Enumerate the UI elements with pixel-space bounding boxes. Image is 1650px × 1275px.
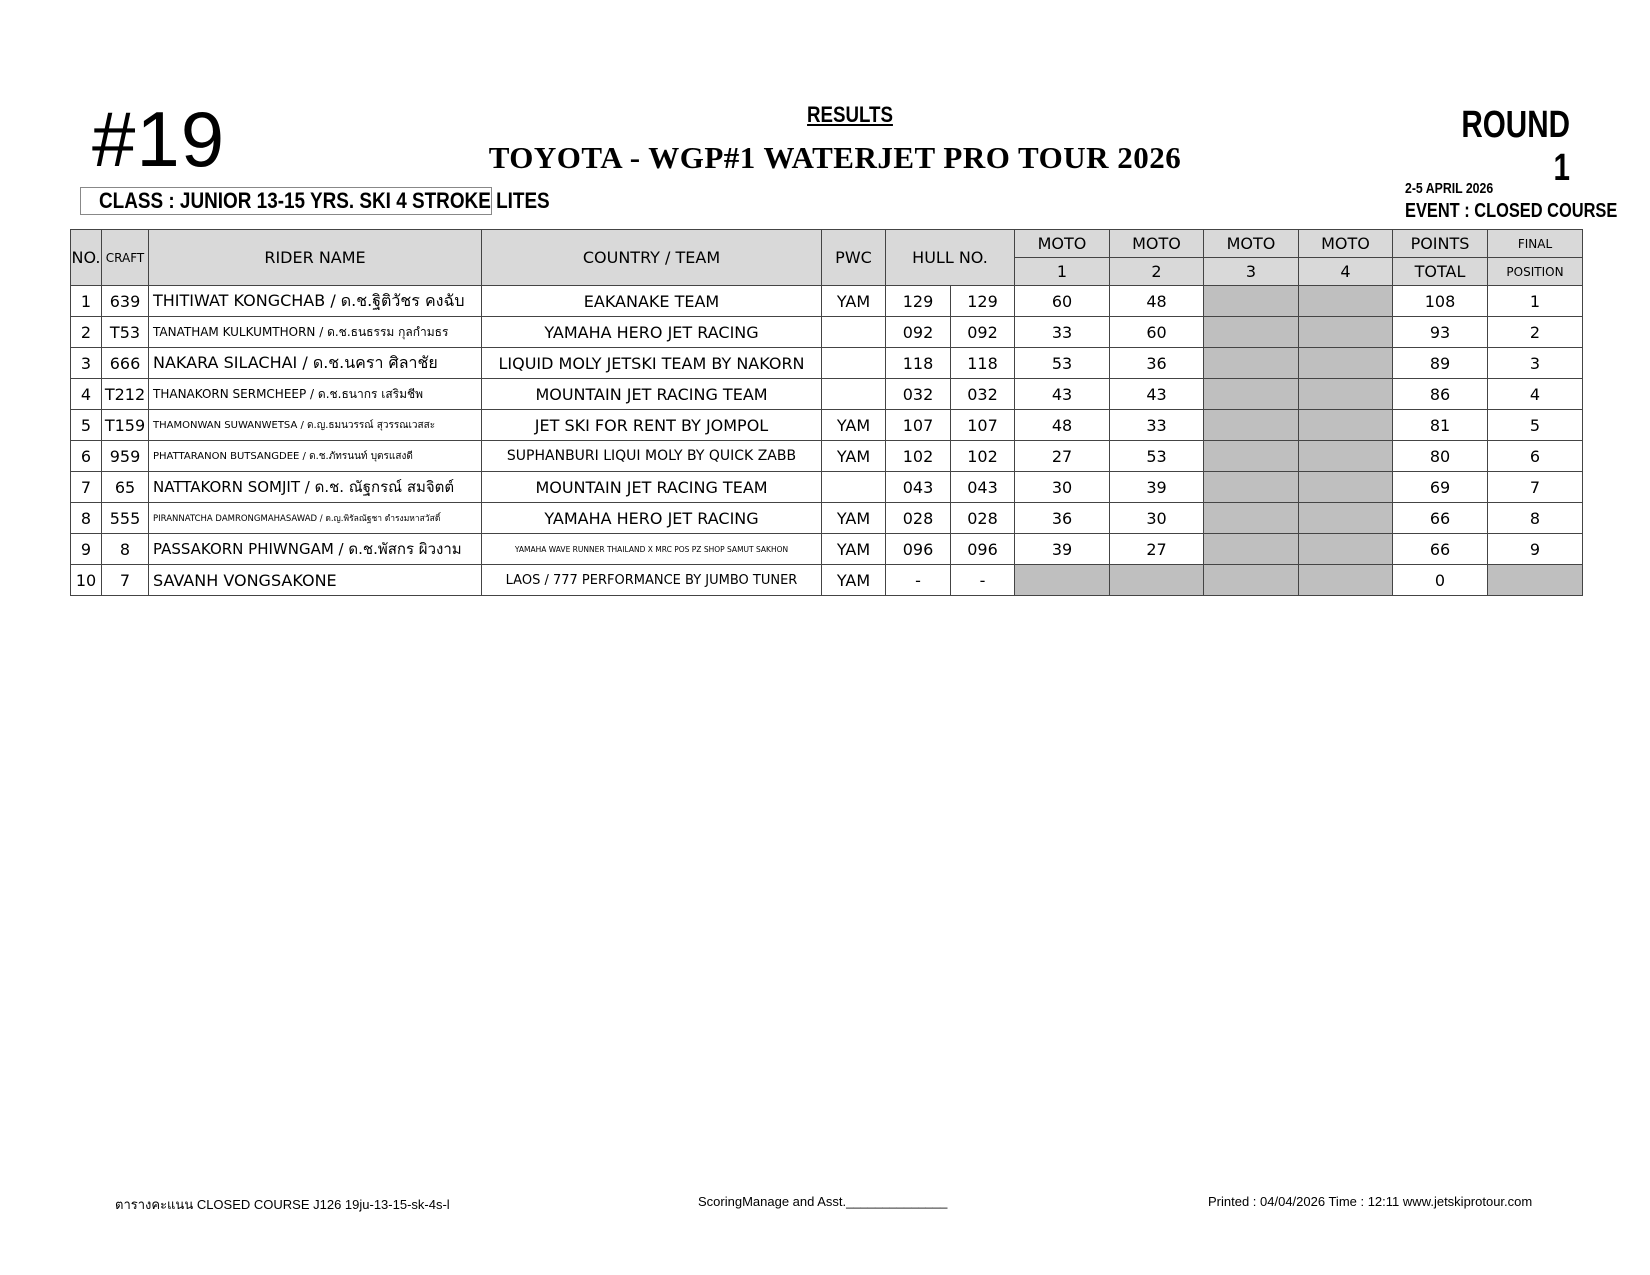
cell-pwc: YAM: [822, 534, 886, 565]
cell-moto3: [1204, 534, 1299, 565]
cell-craft: T159: [102, 410, 149, 441]
cell-total: 0: [1393, 565, 1488, 596]
cell-no: 10: [71, 565, 102, 596]
cell-moto3: [1204, 317, 1299, 348]
col-header-pwc: PWC: [822, 230, 886, 286]
cell-no: 7: [71, 472, 102, 503]
table-row: [71, 410, 1583, 441]
cell-hull-2: 129: [951, 286, 1015, 317]
col-header-moto3: MOTO: [1204, 230, 1299, 258]
event-number: #19: [92, 95, 226, 183]
cell-position: 8: [1488, 503, 1583, 534]
table-row: [71, 503, 1583, 534]
cell-moto1: [1015, 565, 1110, 596]
col-header-moto2: MOTO: [1110, 230, 1204, 258]
event-type: EVENT : CLOSED COURSE: [1405, 200, 1618, 222]
event-dates: 2-5 APRIL 2026: [1405, 180, 1494, 197]
header-row-1: [71, 230, 1583, 258]
col-header-moto1-num: 1: [1015, 258, 1110, 286]
cell-rider: PHATTARANON BUTSANGDEE / ด.ช.ภัทรนนท์ บุตรแสงดี: [149, 441, 482, 472]
cell-total: 93: [1393, 317, 1488, 348]
cell-total: 81: [1393, 410, 1488, 441]
cell-rider: PASSAKORN PHIWNGAM / ด.ช.พัสกร ผิวงาม: [149, 534, 482, 565]
cell-total: 66: [1393, 534, 1488, 565]
cell-hull-2: 096: [951, 534, 1015, 565]
cell-moto3: [1204, 441, 1299, 472]
cell-team: EAKANAKE TEAM: [482, 286, 822, 317]
cell-team: SUPHANBURI LIQUI MOLY BY QUICK ZABB: [482, 441, 822, 472]
cell-moto1: 43: [1015, 379, 1110, 410]
col-header-rider: RIDER NAME: [149, 230, 482, 286]
cell-craft: 555: [102, 503, 149, 534]
cell-pwc: [822, 379, 886, 410]
cell-hull-2: 032: [951, 379, 1015, 410]
cell-pwc: [822, 348, 886, 379]
cell-team: MOUNTAIN JET RACING TEAM: [482, 379, 822, 410]
cell-rider: PIRANNATCHA DAMRONGMAHASAWAD / ด.ญ.พิรัลณัฐชา ดำรงมหาสวัสดิ์: [149, 503, 482, 534]
cell-craft: T212: [102, 379, 149, 410]
table-row: [71, 317, 1583, 348]
cell-moto2: 43: [1110, 379, 1204, 410]
cell-hull-1: 107: [886, 410, 951, 441]
cell-moto2: 27: [1110, 534, 1204, 565]
cell-no: 8: [71, 503, 102, 534]
cell-rider: NAKARA SILACHAI / ด.ช.นครา ศิลาชัย: [149, 348, 482, 379]
cell-hull-1: 032: [886, 379, 951, 410]
cell-hull-1: 129: [886, 286, 951, 317]
table-row: [71, 379, 1583, 410]
cell-craft: 666: [102, 348, 149, 379]
event-title: TOYOTA - WGP#1 WATERJET PRO TOUR 2026: [488, 140, 1182, 175]
round-label: ROUND 1: [1461, 104, 1570, 189]
cell-no: 6: [71, 441, 102, 472]
cell-hull-2: 107: [951, 410, 1015, 441]
col-header-moto2-num: 2: [1110, 258, 1204, 286]
footer-document-id: ตารางคะแนน CLOSED COURSE J126 19ju-13-15-sk-4s-l: [115, 1197, 450, 1212]
cell-moto1: 36: [1015, 503, 1110, 534]
cell-position: 9: [1488, 534, 1583, 565]
col-header-final-position: POSITION: [1488, 258, 1583, 286]
table-row: [71, 565, 1583, 596]
cell-craft: 8: [102, 534, 149, 565]
cell-moto2: 53: [1110, 441, 1204, 472]
cell-rider: THANAKORN SERMCHEEP / ด.ช.ธนากร เสริมชีพ: [149, 379, 482, 410]
cell-hull-2: 092: [951, 317, 1015, 348]
table-row: [71, 286, 1583, 317]
cell-pwc: YAM: [822, 410, 886, 441]
cell-team: YAMAHA HERO JET RACING: [482, 317, 822, 348]
cell-moto3: [1204, 565, 1299, 596]
table-row: [71, 348, 1583, 379]
cell-hull-2: 043: [951, 472, 1015, 503]
table-row: [71, 441, 1583, 472]
footer-printed-info: Printed : 04/04/2026 Time : 12:11 www.jetskiprotour.com: [1208, 1194, 1533, 1209]
cell-moto4: [1299, 410, 1393, 441]
cell-moto4: [1299, 348, 1393, 379]
cell-hull-1: 096: [886, 534, 951, 565]
cell-team: LIQUID MOLY JETSKI TEAM BY NAKORN: [482, 348, 822, 379]
cell-moto2: 48: [1110, 286, 1204, 317]
col-header-team: COUNTRY / TEAM: [482, 230, 822, 286]
cell-no: 5: [71, 410, 102, 441]
cell-total: 89: [1393, 348, 1488, 379]
cell-position: 5: [1488, 410, 1583, 441]
cell-moto4: [1299, 379, 1393, 410]
cell-moto2: 60: [1110, 317, 1204, 348]
cell-team: LAOS / 777 PERFORMANCE BY JUMBO TUNER: [482, 565, 822, 596]
table-row: [71, 472, 1583, 503]
cell-hull-2: 118: [951, 348, 1015, 379]
cell-no: 1: [71, 286, 102, 317]
results-table: [70, 229, 1583, 596]
cell-pwc: YAM: [822, 286, 886, 317]
cell-position: 6: [1488, 441, 1583, 472]
cell-moto3: [1204, 379, 1299, 410]
cell-moto2: 30: [1110, 503, 1204, 534]
col-header-hull: HULL NO.: [886, 230, 1015, 286]
cell-moto4: [1299, 286, 1393, 317]
cell-total: 108: [1393, 286, 1488, 317]
cell-hull-1: 028: [886, 503, 951, 534]
cell-position: 3: [1488, 348, 1583, 379]
cell-hull-1: 102: [886, 441, 951, 472]
cell-total: 86: [1393, 379, 1488, 410]
col-header-no: NO.: [71, 230, 102, 286]
cell-pwc: YAM: [822, 565, 886, 596]
cell-position: 2: [1488, 317, 1583, 348]
col-header-moto4-num: 4: [1299, 258, 1393, 286]
cell-team: YAMAHA HERO JET RACING: [482, 503, 822, 534]
cell-rider: THAMONWAN SUWANWETSA / ด.ญ.ธมนวรรณ์ สุวรรณเวสสะ: [149, 410, 482, 441]
class-label: [80, 187, 550, 215]
cell-rider: SAVANH VONGSAKONE: [149, 565, 482, 596]
cell-moto4: [1299, 503, 1393, 534]
cell-pwc: YAM: [822, 503, 886, 534]
cell-total: 80: [1393, 441, 1488, 472]
cell-moto3: [1204, 286, 1299, 317]
cell-team: MOUNTAIN JET RACING TEAM: [482, 472, 822, 503]
cell-position: 4: [1488, 379, 1583, 410]
col-header-points: POINTS: [1393, 230, 1488, 258]
cell-no: 9: [71, 534, 102, 565]
cell-moto1: 48: [1015, 410, 1110, 441]
cell-moto3: [1204, 503, 1299, 534]
cell-moto3: [1204, 348, 1299, 379]
cell-hull-2: 102: [951, 441, 1015, 472]
cell-moto2: 36: [1110, 348, 1204, 379]
cell-no: 2: [71, 317, 102, 348]
cell-no: 3: [71, 348, 102, 379]
cell-position: 1: [1488, 286, 1583, 317]
cell-moto1: 27: [1015, 441, 1110, 472]
cell-moto2: [1110, 565, 1204, 596]
cell-hull-1: -: [886, 565, 951, 596]
results-label: RESULTS: [807, 102, 893, 127]
footer-signature-line: ScoringManage and Asst.______________: [698, 1194, 948, 1209]
cell-team: YAMAHA WAVE RUNNER THAILAND X MRC POS PZ SHOP SAMUT SAKHON: [482, 534, 822, 565]
cell-moto1: 60: [1015, 286, 1110, 317]
cell-moto4: [1299, 472, 1393, 503]
cell-moto2: 39: [1110, 472, 1204, 503]
cell-team: JET SKI FOR RENT BY JOMPOL: [482, 410, 822, 441]
table-row: [71, 534, 1583, 565]
cell-moto4: [1299, 534, 1393, 565]
col-header-moto3-num: 3: [1204, 258, 1299, 286]
cell-pwc: [822, 472, 886, 503]
col-header-final: FINAL: [1488, 230, 1583, 258]
cell-craft: 639: [102, 286, 149, 317]
cell-moto4: [1299, 565, 1393, 596]
cell-moto1: 30: [1015, 472, 1110, 503]
cell-pwc: YAM: [822, 441, 886, 472]
cell-moto4: [1299, 441, 1393, 472]
cell-moto3: [1204, 472, 1299, 503]
cell-craft: 7: [102, 565, 149, 596]
col-header-moto1: MOTO: [1015, 230, 1110, 258]
cell-craft: T53: [102, 317, 149, 348]
cell-craft: 959: [102, 441, 149, 472]
cell-total: 69: [1393, 472, 1488, 503]
cell-hull-2: 028: [951, 503, 1015, 534]
cell-craft: 65: [102, 472, 149, 503]
cell-total: 66: [1393, 503, 1488, 534]
cell-moto3: [1204, 410, 1299, 441]
cell-rider: THITIWAT KONGCHAB / ด.ช.ฐิติวัชร คงฉับ: [149, 286, 482, 317]
cell-no: 4: [71, 379, 102, 410]
class-label-text: CLASS : JUNIOR 13-15 YRS. SKI 4 STROKE LITES: [99, 188, 550, 213]
cell-pwc: [822, 317, 886, 348]
cell-hull-2: -: [951, 565, 1015, 596]
cell-moto1: 33: [1015, 317, 1110, 348]
cell-moto1: 53: [1015, 348, 1110, 379]
cell-rider: TANATHAM KULKUMTHORN / ด.ช.ธนธรรม กุลกำมธร: [149, 317, 482, 348]
cell-moto4: [1299, 317, 1393, 348]
col-header-craft: CRAFT: [102, 230, 149, 286]
cell-position: 7: [1488, 472, 1583, 503]
col-header-points-total: TOTAL: [1393, 258, 1488, 286]
cell-position: [1488, 565, 1583, 596]
cell-hull-1: 092: [886, 317, 951, 348]
cell-moto1: 39: [1015, 534, 1110, 565]
cell-moto2: 33: [1110, 410, 1204, 441]
col-header-moto4: MOTO: [1299, 230, 1393, 258]
cell-rider: NATTAKORN SOMJIT / ด.ช. ณัฐกรณ์ สมจิตต์: [149, 472, 482, 503]
cell-hull-1: 043: [886, 472, 951, 503]
cell-hull-1: 118: [886, 348, 951, 379]
